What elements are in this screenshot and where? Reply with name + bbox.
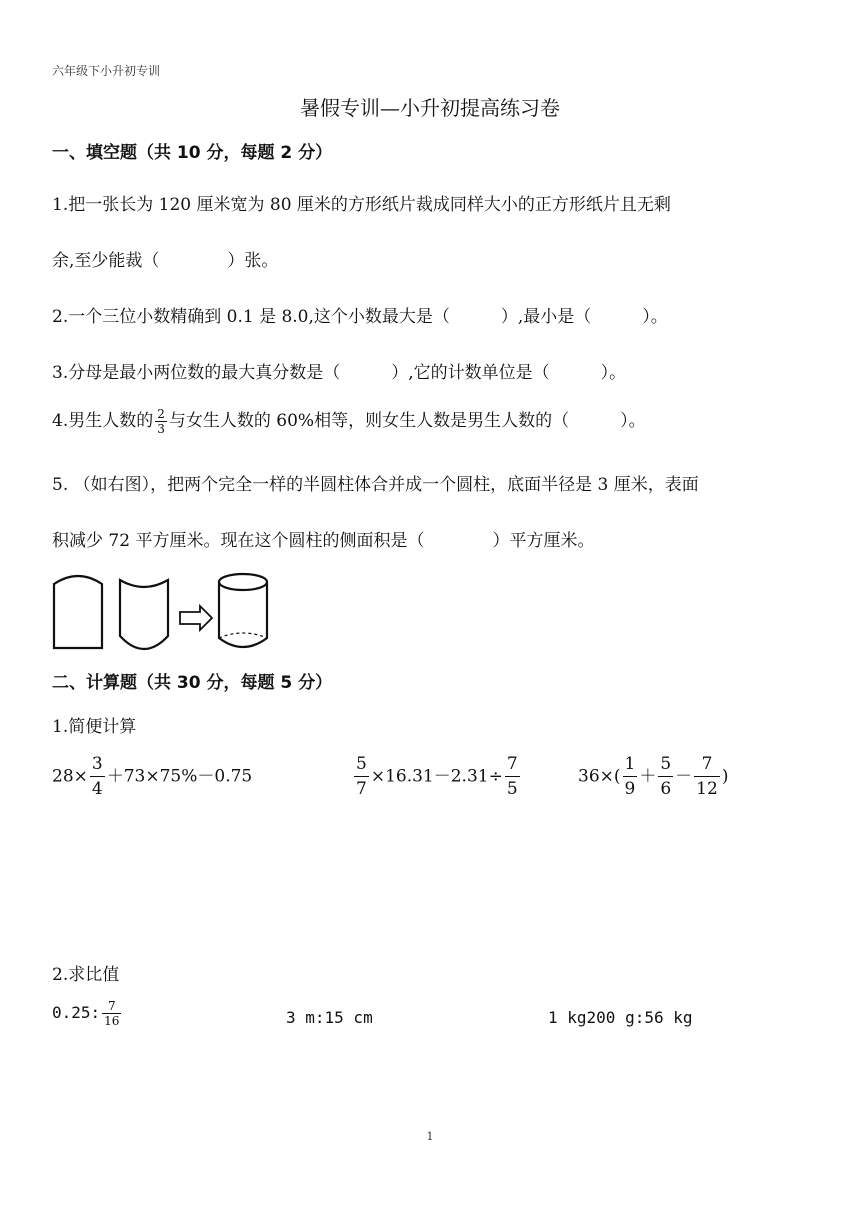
q1-line1: 1.把一张长为 120 厘米宽为 80 厘米的方形纸片裁成同样大小的正方形纸片且无剩 bbox=[52, 195, 671, 215]
e1-den: 4 bbox=[91, 779, 103, 799]
expression-3 bbox=[578, 756, 728, 798]
e3-op1: ＋ bbox=[639, 766, 657, 787]
expression-2 bbox=[352, 756, 522, 798]
q5-line2: 积减少 72 平方厘米。现在这个圆柱的侧面积是（ ）平方厘米。 bbox=[52, 531, 595, 551]
ratio-3: 1 kg200 g:56 kg bbox=[548, 1008, 693, 1027]
e2-den1: 7 bbox=[356, 779, 367, 799]
page-title: 暑假专训—小升初提高练习卷 bbox=[300, 96, 560, 120]
q4-post: 与女生人数的 60%相等，则女生人数是男生人数的（ ）。 bbox=[168, 411, 646, 431]
q4-fraction bbox=[155, 408, 167, 435]
r1-fraction bbox=[102, 1000, 121, 1027]
q5-line1: 5. （如右图），把两个完全一样的半圆柱体合并成一个圆柱，底面半径是 3 厘米，表面 bbox=[52, 475, 699, 495]
page-number: 1 bbox=[426, 1130, 434, 1143]
e3-pre: 36×( bbox=[578, 766, 621, 787]
e2-num2: 7 bbox=[505, 756, 520, 777]
q2: 2.一个三位小数精确到 0.1 是 8.0,这个小数最大是（ ）,最小是（ ）。 bbox=[52, 307, 668, 327]
arrow-right-icon bbox=[180, 606, 212, 630]
e2-num1: 5 bbox=[354, 756, 369, 777]
e3-fraction2 bbox=[658, 756, 673, 798]
q1-line2: 余,至少能裁（ ）张。 bbox=[52, 251, 279, 271]
e2-den2: 5 bbox=[506, 779, 518, 799]
header-note: 六年级下小升初专训 bbox=[52, 64, 161, 78]
e3-fraction1 bbox=[623, 756, 638, 798]
half-cylinder-front bbox=[54, 576, 102, 648]
e3-den3: 12 bbox=[696, 779, 718, 799]
e3-fraction3 bbox=[694, 756, 720, 798]
sub-heading-simplify: 1.简便计算 bbox=[52, 717, 137, 737]
q3: 3.分母是最小两位数的最大真分数是（ ）,它的计数单位是（ ）。 bbox=[52, 363, 627, 383]
e2-mid: ×16.31－2.31÷ bbox=[370, 766, 503, 787]
cylinder-body bbox=[219, 582, 267, 647]
e1-post: ＋73×75%－0.75 bbox=[106, 766, 253, 787]
q4-fraction-den: 3 bbox=[157, 422, 165, 436]
e1-pre: 28× bbox=[52, 766, 88, 787]
e3-num3: 7 bbox=[694, 756, 720, 777]
q4-pre: 4.男生人数的 bbox=[52, 411, 154, 431]
e3-den2: 6 bbox=[660, 779, 672, 799]
e1-fraction bbox=[90, 756, 105, 798]
e3-den1: 9 bbox=[624, 779, 636, 799]
section2-heading: 二、计算题（共 30 分，每题 5 分） bbox=[52, 673, 333, 693]
cylinder-figure bbox=[50, 570, 290, 652]
q4 bbox=[52, 406, 646, 435]
e1-num: 3 bbox=[90, 756, 105, 777]
r1-pre: 0.25: bbox=[52, 1003, 101, 1022]
expression-1 bbox=[52, 756, 252, 798]
ratio-2: 3 m:15 cm bbox=[286, 1008, 373, 1027]
e3-num1: 1 bbox=[623, 756, 638, 777]
q4-fraction-num: 2 bbox=[157, 407, 165, 421]
e3-num2: 5 bbox=[658, 756, 673, 777]
e2-fraction1 bbox=[354, 756, 369, 798]
sub-heading-ratio: 2.求比值 bbox=[52, 965, 120, 985]
r1-num: 7 bbox=[102, 1000, 121, 1014]
half-cylinder-curved bbox=[120, 580, 168, 649]
section1-heading: 一、填空题（共 10 分，每题 2 分） bbox=[52, 143, 333, 163]
ratio-1 bbox=[52, 1000, 123, 1027]
r1-den: 16 bbox=[104, 1014, 120, 1028]
e3-post: ) bbox=[721, 766, 729, 787]
e2-fraction2 bbox=[505, 756, 520, 798]
e3-op2: － bbox=[675, 766, 693, 787]
cylinder-top bbox=[219, 574, 267, 590]
